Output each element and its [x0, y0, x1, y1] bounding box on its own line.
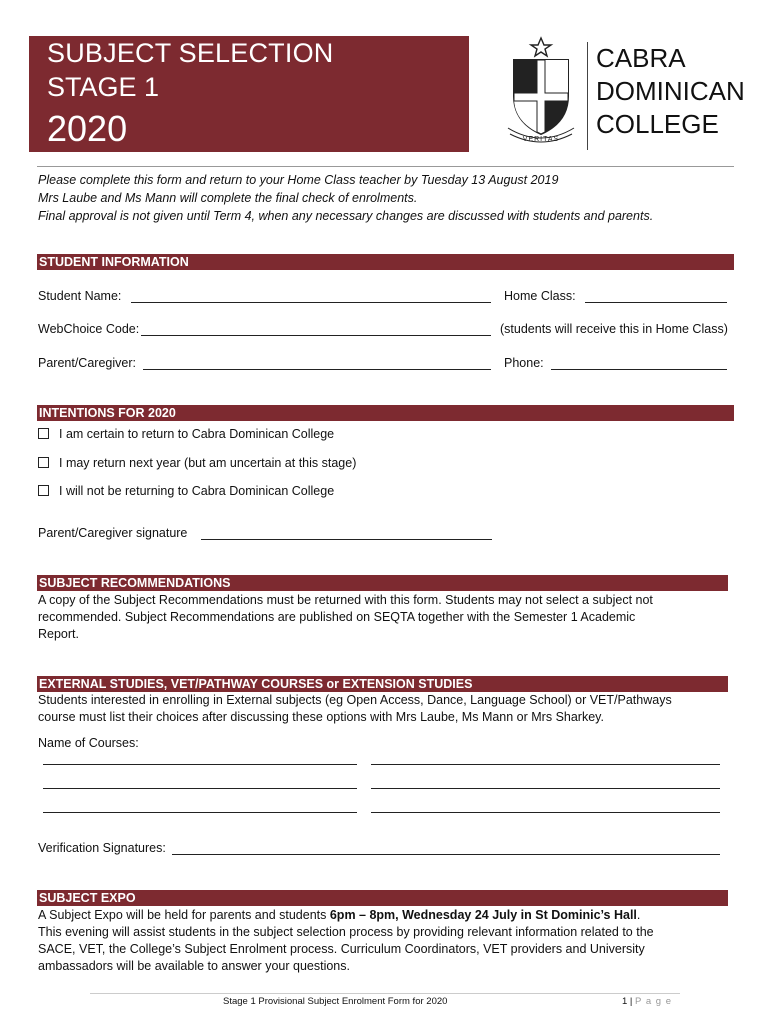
external-text [38, 692, 672, 726]
course-field-2[interactable] [371, 764, 720, 765]
phone-field[interactable] [551, 369, 727, 370]
course-field-3[interactable] [43, 788, 357, 789]
expo-time-place: 6pm – 8pm, Wednesday 24 July in St Dominic’s Hall [329, 908, 637, 922]
external-line1: Students interested in enrolling in External subjects (eg Open Access, Dance, Language School) or VET/Pathways [38, 693, 672, 707]
intention-option-2[interactable] [38, 455, 356, 472]
expo-line1 [38, 907, 654, 924]
intro-line2: Mrs Laube and Ms Mann will complete the final check of enrolments. [38, 191, 418, 205]
expo-line1-post: . [636, 908, 641, 922]
page-number: 1 [622, 996, 628, 1007]
title-line1: SUBJECT SELECTION [47, 38, 334, 68]
section-subject-recommendations: SUBJECT RECOMMENDATIONS [37, 575, 728, 591]
expo-line1-pre: A Subject Expo will be held for parents and students [38, 908, 330, 922]
home-class-field[interactable] [585, 302, 727, 303]
footer-title: Stage 1 Provisional Subject Enrolment Form for 2020 [223, 996, 448, 1007]
intro-text [38, 171, 653, 225]
webchoice-note: (students will receive this in Home Class) [500, 322, 728, 336]
verification-label: Verification Signatures: [38, 841, 166, 855]
course-field-5[interactable] [43, 812, 357, 813]
title-banner [29, 36, 469, 152]
course-field-1[interactable] [43, 764, 357, 765]
intention-option-3[interactable] [38, 483, 334, 500]
recommendations-line2: recommended. Subject Recommendations are published on SEQTA together with the Semester 1 Academic [38, 610, 636, 624]
college-name-line2: DOMINICAN [596, 76, 745, 106]
footer-rule [90, 993, 680, 994]
intention-option-1[interactable] [38, 426, 334, 443]
expo-line4: ambassadors will be available to answer your questions. [38, 959, 350, 973]
expo-line2: This evening will assist students in the subject selection process by providing relevant information related to the [38, 925, 654, 939]
phone-label: Phone: [504, 356, 544, 370]
verification-field[interactable] [172, 854, 720, 855]
footer-page: 1 | P a g e [622, 996, 672, 1007]
checkbox-icon[interactable] [38, 485, 49, 496]
section-external-studies: EXTERNAL STUDIES, VET/PATHWAY COURSES or EXTENSION STUDIES [37, 676, 728, 692]
checkbox-icon[interactable] [38, 428, 49, 439]
crest-motto: VERITAS [522, 136, 560, 143]
header-rule [37, 166, 734, 167]
parent-signature-label: Parent/Caregiver signature [38, 526, 188, 540]
webchoice-field[interactable] [141, 335, 491, 336]
courses-label: Name of Courses: [38, 736, 139, 750]
course-field-6[interactable] [371, 812, 720, 813]
course-field-4[interactable] [371, 788, 720, 789]
title-line2: STAGE 1 [47, 72, 160, 102]
student-name-field[interactable] [131, 302, 491, 303]
college-crest-icon [500, 36, 582, 148]
parent-signature-field[interactable] [201, 539, 492, 540]
external-line2: course must list their choices after discussing these options with Mrs Laube, Ms Mann or Mrs Sharkey. [38, 710, 604, 724]
recommendations-line1: A copy of the Subject Recommendations must be returned with this form. Students may not select a subject not [38, 593, 653, 607]
title-year: 2020 [47, 108, 128, 149]
student-name-label: Student Name: [38, 289, 122, 303]
checkbox-icon[interactable] [38, 457, 49, 468]
webchoice-label: WebChoice Code: [38, 322, 140, 336]
intro-line3: Final approval is not given until Term 4, when any necessary changes are discussed with students and parents. [38, 209, 654, 223]
page-word: P a g e [635, 996, 672, 1007]
expo-text [38, 907, 654, 975]
section-subject-expo: SUBJECT EXPO [37, 890, 728, 906]
intention-option-2-label: I may return next year (but am uncertain at this stage) [59, 456, 357, 470]
recommendations-text [38, 592, 653, 643]
parent-field[interactable] [143, 369, 491, 370]
recommendations-line3: Report. [38, 627, 79, 641]
college-name [596, 42, 745, 141]
intro-line1: Please complete this form and return to your Home Class teacher by Tuesday 13 August 2019 [38, 173, 559, 187]
college-name-line1: CABRA [596, 43, 686, 73]
parent-label: Parent/Caregiver: [38, 356, 136, 370]
home-class-label: Home Class: [504, 289, 576, 303]
expo-line3: SACE, VET, the College’s Subject Enrolment process. Curriculum Coordinators, VET providers and University [38, 942, 645, 956]
section-student-information: STUDENT INFORMATION [37, 254, 734, 270]
section-intentions: INTENTIONS FOR 2020 [37, 405, 734, 421]
intention-option-1-label: I am certain to return to Cabra Dominican College [59, 427, 335, 441]
intention-option-3-label: I will not be returning to Cabra Dominican College [59, 484, 335, 498]
header-divider [587, 42, 588, 150]
college-name-line3: COLLEGE [596, 109, 719, 139]
